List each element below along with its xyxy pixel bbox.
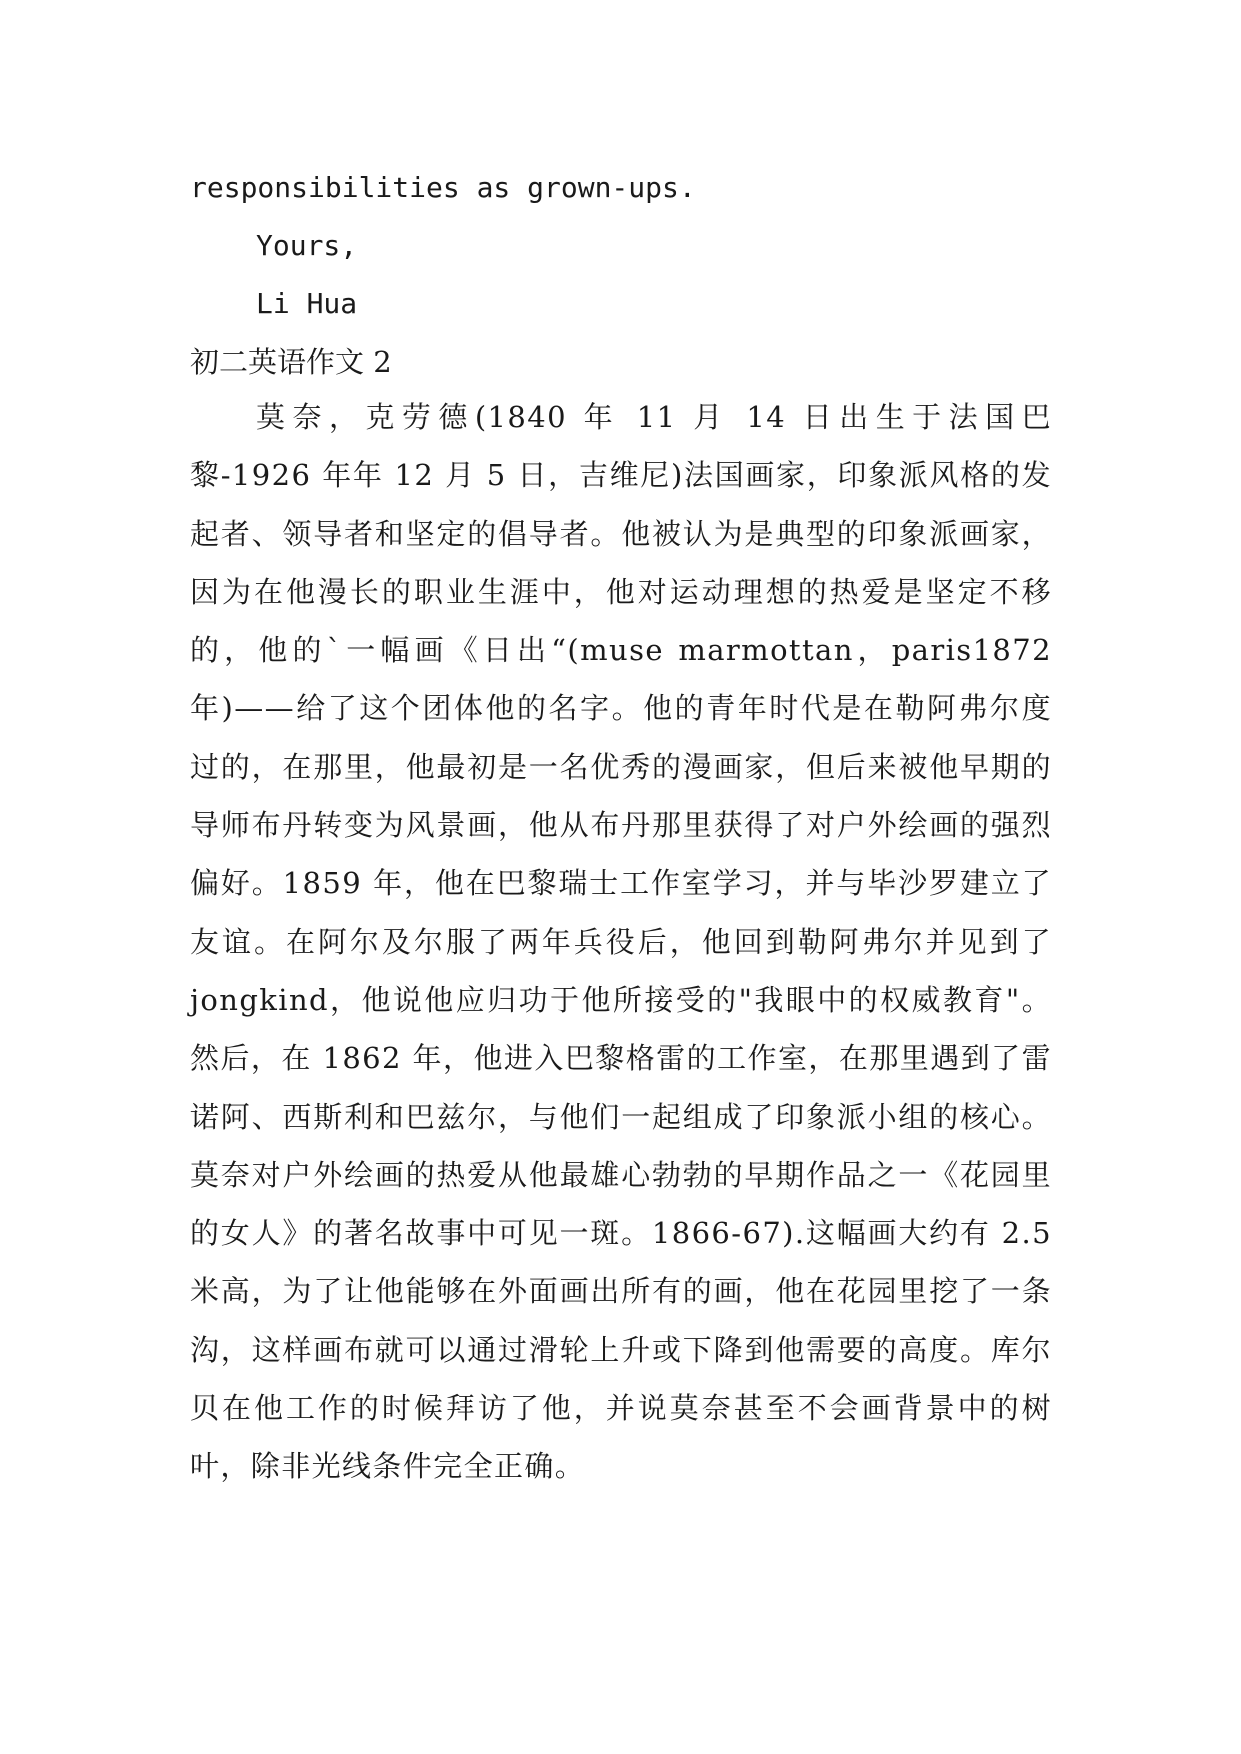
- essay-paragraph: 莫奈，克劳德(1840 年 11 月 14 日出生于法国巴黎-1926 年年 12 月 5 日，吉维尼)法国画家，印象派风格的发起者、领导者和坚定的倡导者。他被认为是典型的印象派画家，因为在他漫长的职业生涯中，他对运动理想的热爱是坚定不移的，他的`一幅画《日出“(muse marmottan，paris1872 年)——给了这个团体他的名字。他的青年时代是在勒阿弗尔度过的，在那里，他最初是一名优秀的漫画家，但后来被他早期的导师布丹转变为风景画，他从布丹那里获得了对户外绘画的强烈偏好。1859 年，他在巴黎瑞士工作室学习，并与毕沙罗建立了友谊。在阿尔及尔服了两年兵役后，他回到勒阿弗尔并见到了 jongkind，他说他应归功于他所接受的"我眼中的权威教育"。然后，在 1862 年，他进入巴黎格雷的工作室，在那里遇到了雷诺阿、西斯利和巴兹尔，与他们一起组成了印象派小组的核心。莫奈对户外绘画的热爱从他最雄心勃勃的早期作品之一《花园里的女人》的著名故事中可见一斑。1866-67).这幅画大约有 2.5 米高，为了让他能够在外面画出所有的画，他在花园里挖了一条沟，这样画布就可以通过滑轮上升或下降到他需要的高度。库尔贝在他工作的时候拜访了他，并说莫奈甚至不会画背景中的树叶，除非光线条件完全正确。: [190, 400, 1052, 1484]
- letter-closing-line: responsibilities as grown-ups.: [190, 171, 696, 204]
- letter-signature: Li Hua: [256, 287, 358, 320]
- letter-sign-off: Yours,: [256, 229, 358, 262]
- section-heading: 初二英语作文 2: [190, 345, 392, 379]
- letter-ending: [190, 159, 1052, 391]
